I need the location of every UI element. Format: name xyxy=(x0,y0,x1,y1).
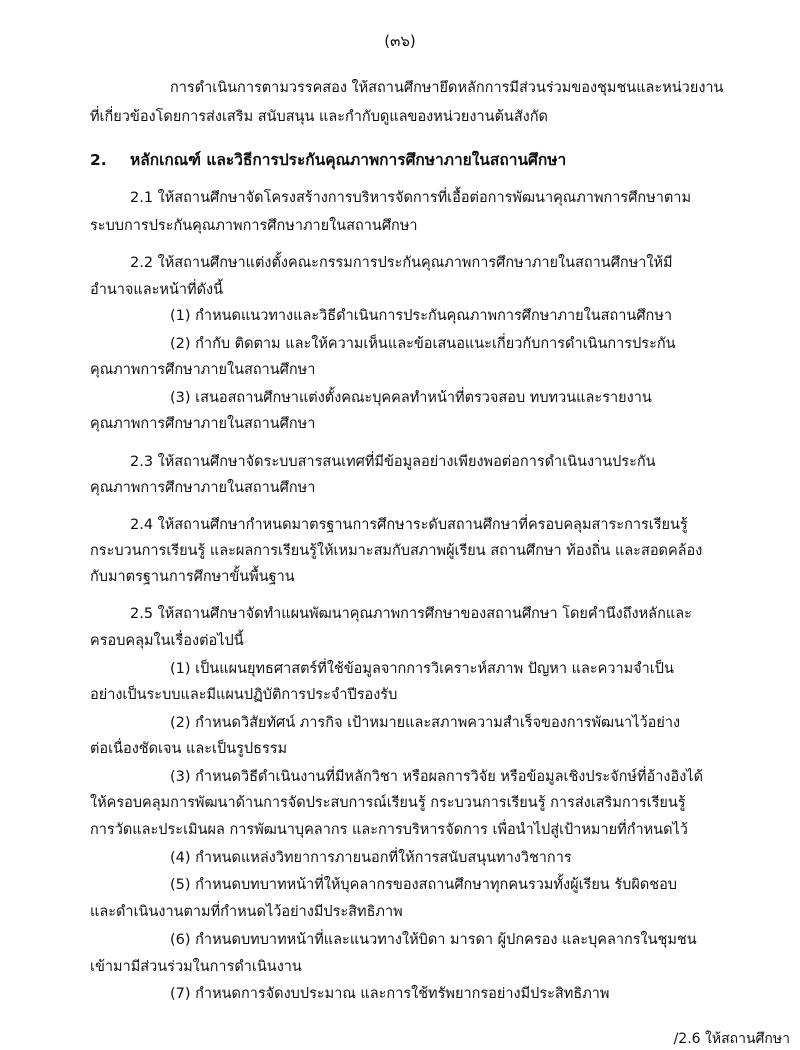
item-line: 2.1 ให้สถานศึกษาจัดโครงสร้างการบริหารจัดการที่เอื้อต่อการพัฒนาคุณภาพการศึกษาตาม xyxy=(130,190,692,206)
item-line: คุณภาพการศึกษาภายในสถานศึกษา xyxy=(90,362,316,378)
item-line: ครอบคลุมในเรื่องต่อไปนี้ xyxy=(90,633,244,649)
continuation-marker: /2.6 ให้สถานศึกษา xyxy=(673,1031,790,1047)
item-line: 2.4 ให้สถานศึกษากำหนดมาตรฐานการศึกษาระดับสถานศึกษาที่ครอบคลุมสาระการเรียนรู้ xyxy=(130,517,688,533)
item-line: อย่างเป็นระบบและมีแผนปฏิบัติการประจำปีรองรับ xyxy=(90,687,398,703)
item-line: อำนาจและหน้าที่ดังนี้ xyxy=(90,282,223,298)
item-line: 2.5 ให้สถานศึกษาจัดทำแผนพัฒนาคุณภาพการศึกษาของสถานศึกษา โดยคำนึงถึงหลักและ xyxy=(130,606,692,622)
section-heading xyxy=(90,150,566,170)
item-line: กับมาตรฐานการศึกษาขั้นพื้นฐาน xyxy=(90,569,295,585)
item-line: และดำเนินงานตามที่กำหนดไว้อย่างมีประสิทธิภาพ xyxy=(90,904,403,920)
paragraph-line: ที่เกี่ยวข้องโดยการส่งเสริม สนับสนุน และกำกับดูแลของหน่วยงานต้นสังกัด xyxy=(90,109,548,125)
item-line: คุณภาพการศึกษาภายในสถานศึกษา xyxy=(90,416,316,432)
paragraph-line: การดำเนินการตามวรรคสอง ให้สถานศึกษายึดหลักการมีส่วนร่วมของชุมชนและหน่วยงาน xyxy=(170,80,724,96)
section-title: หลักเกณฑ์ และวิธีการประกันคุณภาพการศึกษาภายในสถานศึกษา xyxy=(130,151,567,169)
item-line: คุณภาพการศึกษาภายในสถานศึกษา xyxy=(90,480,316,496)
item-line: กระบวนการเรียนรู้ และผลการเรียนรู้ให้เหมาะสมกับสภาพผู้เรียน สถานศึกษา ท้องถิ่น และสอดคล้อง xyxy=(90,543,703,559)
page-number: (๓๖) xyxy=(384,32,416,50)
item-line: (1) เป็นแผนยุทธศาสตร์ที่ใช้ข้อมูลจากการวิเคราะห์สภาพ ปัญหา และความจำเป็น xyxy=(170,661,674,677)
item-line: (5) กำหนดบทบาทหน้าที่ให้บุคลากรของสถานศึกษาทุกคนรวมทั้งผู้เรียน รับผิดชอบ xyxy=(170,877,677,893)
item-line: (2) กำหนดวิสัยทัศน์ ภารกิจ เป้าหมายและสภาพความสำเร็จของการพัฒนาไว้อย่าง xyxy=(170,715,681,731)
item-line: (4) กำหนดแหล่งวิทยาการภายนอกที่ให้การสนับสนุนทางวิชาการ xyxy=(170,850,572,866)
item-line: (2) กำกับ ติดตาม และให้ความเห็นและข้อเสนอแนะเกี่ยวกับการดำเนินการประกัน xyxy=(170,336,676,352)
item-line: (1) กำหนดแนวทางและวิธีดำเนินการประกันคุณภาพการศึกษาภายในสถานศึกษา xyxy=(170,308,673,324)
item-line: ต่อเนื่องชัดเจน และเป็นรูปธรรม xyxy=(90,741,288,757)
item-line: ให้ครอบคลุมการพัฒนาด้านการจัดประสบการณ์เรียนรู้ กระบวนการเรียนรู้ การส่งเสริมการเรียนรู้ xyxy=(90,795,686,811)
item-line: เข้ามามีส่วนร่วมในการดำเนินงาน xyxy=(90,959,302,975)
item-line: 2.3 ให้สถานศึกษาจัดระบบสารสนเทศที่มีข้อมูลอย่างเพียงพอต่อการดำเนินงานประกัน xyxy=(130,454,656,470)
item-line: การวัดและประเมินผล การพัฒนาบุคลากร และการบริหารจัดการ เพื่อนำไปสู่เป้าหมายที่กำหนดไว้ xyxy=(90,822,688,838)
item-line: (7) กำหนดการจัดงบประมาณ และการใช้ทรัพยากรอย่างมีประสิทธิภาพ xyxy=(170,986,610,1002)
item-line: ระบบการประกันคุณภาพการศึกษาภายในสถานศึกษา xyxy=(90,218,418,234)
item-line: (3) กำหนดวิธีดำเนินงานที่มีหลักวิชา หรือผลการวิจัย หรือข้อมูลเชิงประจักษ์ที่อ้างอิงได้ xyxy=(170,769,703,785)
item-line: (3) เสนอสถานศึกษาแต่งตั้งคณะบุคคลทำหน้าที่ตรวจสอบ ทบทวนและรายงาน xyxy=(170,390,652,406)
item-line: (6) กำหนดบทบาทหน้าที่และแนวทางให้บิดา มารดา ผู้ปกครอง และบุคลากรในชุมชน xyxy=(170,932,697,948)
section-number: 2. xyxy=(90,151,107,169)
item-line: 2.2 ให้สถานศึกษาแต่งตั้งคณะกรรมการประกันคุณภาพการศึกษาภายในสถานศึกษาให้มี xyxy=(130,255,673,271)
